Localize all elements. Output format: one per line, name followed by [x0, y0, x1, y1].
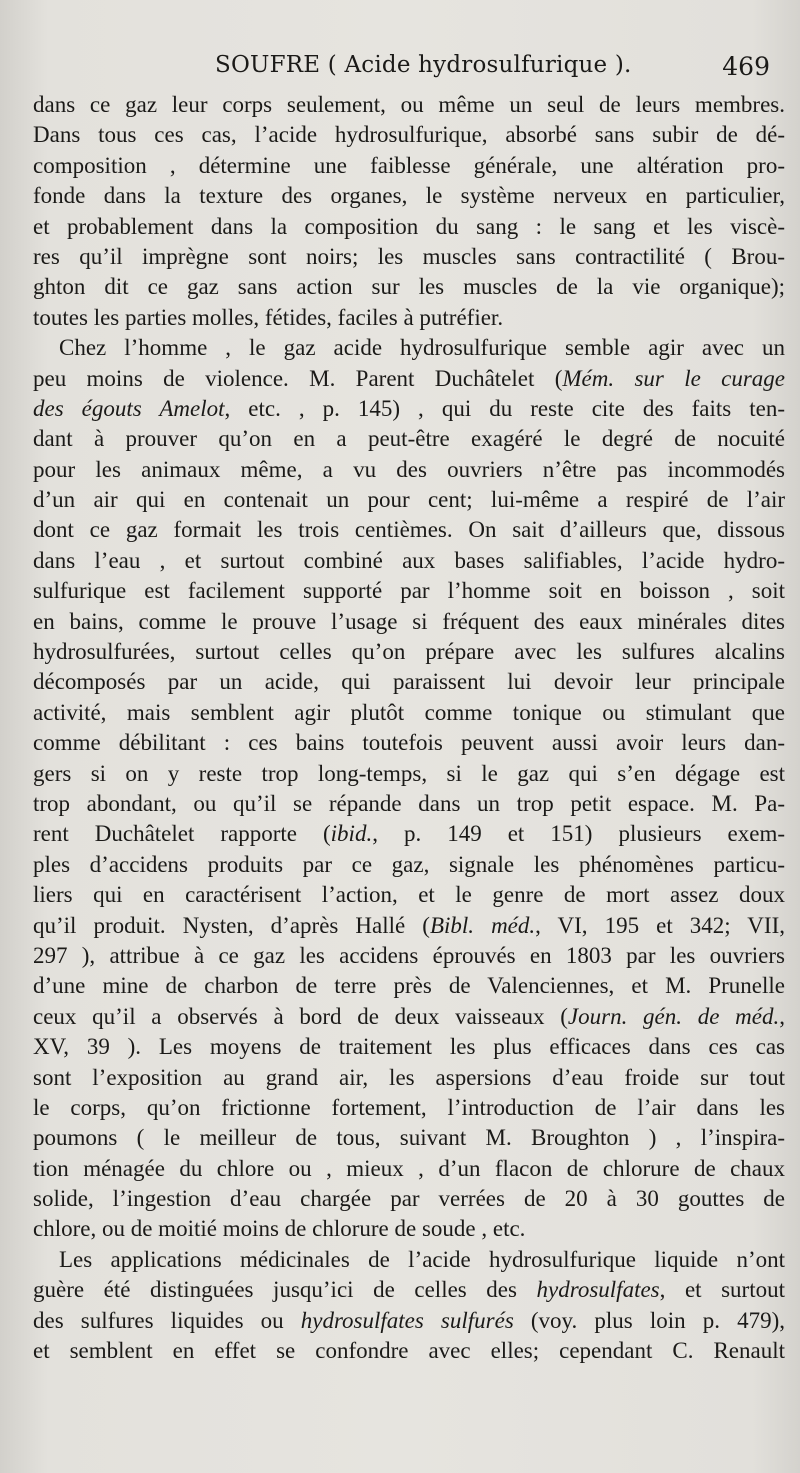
text-segment: d’un air qui en contenait un pour cent; lui-même a respiré de l’air: [33, 487, 785, 513]
text-line: [33, 212, 785, 242]
text-segment: dant à prouver qu’on en a peut-être exagéré le degré de nocuité: [33, 426, 785, 452]
text-segment: sulfurique est facilement supporté par l’homme soit en boisson , soit: [33, 578, 785, 604]
italic-text: Bibl. méd.: [429, 912, 536, 938]
text-segment: rent Duchâtelet rapporte (: [33, 821, 331, 847]
text-line: [33, 333, 785, 363]
text-segment: pour les animaux même, a vu des ouvriers n’être pas incommodés: [33, 456, 785, 482]
text-line: [33, 1123, 785, 1153]
text-line: [33, 819, 785, 849]
body-text: [33, 90, 785, 1366]
text-segment: décomposés par un acide, qui paraissent lui devoir leur principale: [33, 669, 785, 695]
text-segment: des sulfures liquides ou: [33, 1307, 301, 1333]
text-line: [33, 455, 785, 485]
text-line: [33, 181, 785, 211]
text-segment: ,: [779, 1003, 785, 1029]
text-segment: en bains, comme le prouve l’usage si fréquent des eaux minérales dites: [33, 608, 785, 634]
text-line: [33, 1245, 785, 1275]
text-line: [33, 1184, 785, 1214]
text-segment: dans ce gaz leur corps seulement, ou même un seul de leurs membres.: [33, 92, 785, 117]
text-segment: composition , détermine une faiblesse générale, une altération pro-: [33, 152, 785, 178]
text-line: [33, 607, 785, 637]
text-line: [33, 759, 785, 789]
text-segment: activité, mais semblent agir plutôt comme tonique ou stimulant que: [33, 699, 785, 725]
text-segment: , VI, 195 et 342; VII,: [535, 912, 785, 938]
text-segment: liers qui en caractérisent l’action, et le genre de mort assez doux: [33, 882, 785, 908]
text-line: [33, 576, 785, 606]
text-segment: le corps, qu’on frictionne fortement, l’introduction de l’air dans les: [33, 1094, 785, 1120]
text-segment: dans l’eau , et surtout combiné aux bases salifiables, l’acide hydro-: [33, 547, 785, 573]
text-segment: comme débilitant : ces bains toutefois peuvent aussi avoir leurs dan-: [33, 730, 785, 756]
text-line: [33, 120, 785, 150]
italic-text: des égouts Amelot: [33, 395, 225, 421]
running-title: SOUFRE ( Acide hydrosulfurique ).: [215, 52, 632, 78]
text-segment: solide, l’ingestion d’eau chargée par verrées de 20 à 30 gouttes de: [33, 1186, 785, 1212]
text-line: [33, 850, 785, 880]
text-line: [33, 1275, 785, 1305]
text-segment: dont ce gaz formait les trois centièmes. On sait d’ailleurs que, dissous: [33, 517, 785, 543]
page-number: 469: [722, 52, 770, 81]
italic-text: hydrosulfates sulfurés: [300, 1307, 514, 1333]
text-segment: tion ménagée du chlore ou , mieux , d’un flacon de chlorure de chaux: [33, 1155, 785, 1181]
text-segment: toutes les parties molles, fétides, faciles à putréfier.: [33, 304, 504, 330]
text-line: [33, 1093, 785, 1123]
text-segment: gers si on y reste trop long-temps, si le gaz qui s’en dégage est: [33, 760, 785, 786]
text-segment: ghton dit ce gaz sans action sur les muscles de la vie organique);: [33, 274, 785, 300]
text-segment: fonde dans la texture des organes, le système nerveux en particulier,: [33, 183, 785, 209]
text-line: [33, 911, 785, 941]
text-line: [33, 698, 785, 728]
text-segment: chlore, ou de moitié moins de chlorure de soude , etc.: [33, 1216, 526, 1242]
text-line: [33, 1002, 785, 1032]
text-line: [33, 424, 785, 454]
text-segment: 297 ), attribue à ce gaz les accidens éprouvés en 1803 par les ouvriers: [33, 942, 785, 968]
text-segment: ceux qu’il a observés à bord de deux vaisseaux (: [33, 1003, 568, 1029]
text-line: [33, 637, 785, 667]
text-segment: , et surtout: [659, 1277, 785, 1303]
italic-text: hydrosulfates: [536, 1277, 660, 1303]
text-line: [33, 485, 785, 515]
text-line: [33, 941, 785, 971]
text-segment: res qu’il imprègne sont noirs; les muscles sans contractilité ( Brou-: [33, 243, 785, 269]
text-segment: Dans tous ces cas, l’acide hydrosulfurique, absorbé sans subir de dé-: [33, 122, 785, 148]
italic-text: Mém. sur le curage: [562, 365, 785, 391]
text-line: [33, 546, 785, 576]
text-line: [33, 90, 785, 120]
text-line: [33, 242, 785, 272]
text-line: [33, 303, 785, 333]
text-segment: qu’il produit. Nysten, d’après Hallé (: [33, 912, 430, 938]
text-line: [33, 971, 785, 1001]
text-segment: (voy. plus loin p. 479),: [513, 1307, 785, 1333]
text-line: [33, 728, 785, 758]
text-line: [33, 880, 785, 910]
text-segment: Chez l’homme , le gaz acide hydrosulfurique semble agir avec un: [59, 335, 785, 361]
text-line: [33, 272, 785, 302]
text-line: [33, 364, 785, 394]
text-segment: d’une mine de charbon de terre près de Valenciennes, et M. Prunelle: [33, 973, 785, 999]
text-line: [33, 394, 785, 424]
text-line: [33, 1214, 785, 1244]
text-segment: et probablement dans la composition du sang : le sang et les viscè-: [33, 213, 785, 239]
text-line: [33, 515, 785, 545]
text-line: [33, 1063, 785, 1093]
text-segment: trop abondant, ou qu’il se répande dans un trop petit espace. M. Pa-: [33, 790, 785, 816]
italic-text: ibid.: [330, 821, 373, 847]
text-segment: Les applications médicinales de l’acide hydrosulfurique liquide n’ont: [59, 1246, 785, 1272]
text-segment: et semblent en effet se confondre avec elles; cependant C. Renault: [33, 1338, 785, 1364]
text-line: [33, 789, 785, 819]
italic-text: Journ. gén. de méd.: [567, 1003, 780, 1029]
text-line: [33, 1306, 785, 1336]
text-segment: guère été distinguées jusqu’ici de celles des: [33, 1277, 537, 1303]
text-line: [33, 1336, 785, 1366]
page-header: [0, 52, 800, 92]
text-segment: XV, 39 ). Les moyens de traitement les plus efficaces dans ces cas: [33, 1034, 785, 1060]
text-segment: poumons ( le meilleur de tous, suivant M. Broughton ) , l’inspira-: [33, 1125, 785, 1151]
text-segment: hydrosulfurées, surtout celles qu’on prépare avec les sulfures alcalins: [33, 639, 785, 665]
text-segment: , p. 149 et 151) plusieurs exem-: [372, 821, 785, 847]
text-line: [33, 667, 785, 697]
text-segment: ples d’accidens produits par ce gaz, signale les phénomènes particu-: [33, 851, 785, 877]
text-segment: , etc. , p. 145) , qui du reste cite des faits ten-: [224, 395, 785, 421]
text-line: [33, 151, 785, 181]
text-line: [33, 1032, 785, 1062]
text-segment: sont l’exposition au grand air, les aspersions d’eau froide sur tout: [33, 1064, 785, 1090]
text-segment: peu moins de violence. M. Parent Duchâtelet (: [33, 365, 563, 391]
text-line: [33, 1154, 785, 1184]
